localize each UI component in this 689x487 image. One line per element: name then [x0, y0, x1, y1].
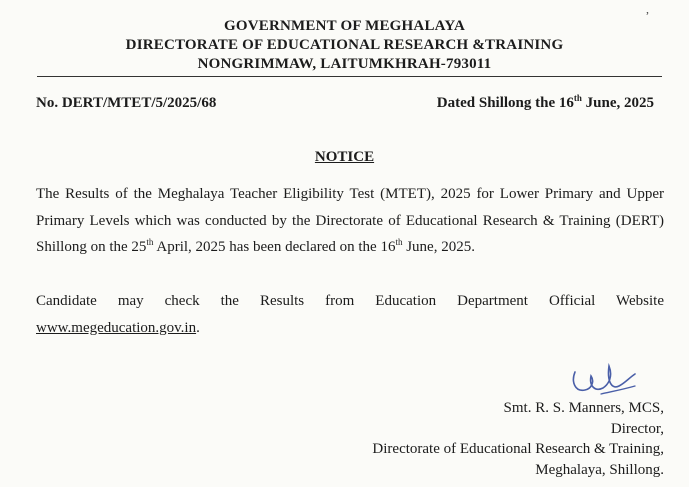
para1-ordinal-2: th: [395, 237, 403, 247]
header-government: GOVERNMENT OF MEGHALAYA: [223, 18, 466, 34]
para1-text-a: The Results of the Meghalaya Teacher Eligibility Test (MTET), 2025 for Lower Primary and Upper Primary Levels which was conducted by the Directorate of Educational Research & Training (DERT) Shillong on the 25: [36, 186, 664, 255]
notice-paragraph-2: [36, 288, 664, 341]
dated-ordinal: th: [573, 93, 582, 103]
signatory-office: Directorate of Educational Research & Training,: [372, 441, 664, 457]
header-address: NONGRIMMAW, LAITUMKHRAH-793011: [197, 56, 492, 72]
signatory-place: Meghalaya, Shillong.: [535, 461, 664, 478]
notice-paragraph-1: [36, 181, 664, 261]
website-link[interactable]: www.megeducation.gov.in: [36, 319, 197, 336]
margin-mark: ,: [646, 2, 649, 16]
dated-line: [437, 95, 654, 112]
dated-prefix: Dated Shillong the 16: [436, 95, 574, 111]
para1-text-b: April, 2025 has been declared on the 16: [153, 239, 396, 255]
reference-number: No. DERT/MTET/5/2025/68: [36, 95, 217, 111]
signatory-title: Director,: [610, 420, 664, 437]
header-directorate: DIRECTORATE OF EDUCATIONAL RESEARCH &TRAINING: [125, 37, 564, 53]
para2-end: .: [196, 319, 200, 336]
notice-title: NOTICE: [314, 149, 375, 165]
para1-ordinal-1: th: [146, 237, 154, 247]
dated-suffix: June, 2025: [581, 95, 654, 111]
signatory-block: [372, 398, 664, 480]
header-divider: [37, 76, 662, 77]
signatory-name: Smt. R. S. Manners, MCS,: [503, 400, 664, 416]
para2-text: Candidate may check the Results from Education Department Official Website: [36, 293, 664, 309]
para1-text-c: June, 2025.: [402, 239, 475, 255]
